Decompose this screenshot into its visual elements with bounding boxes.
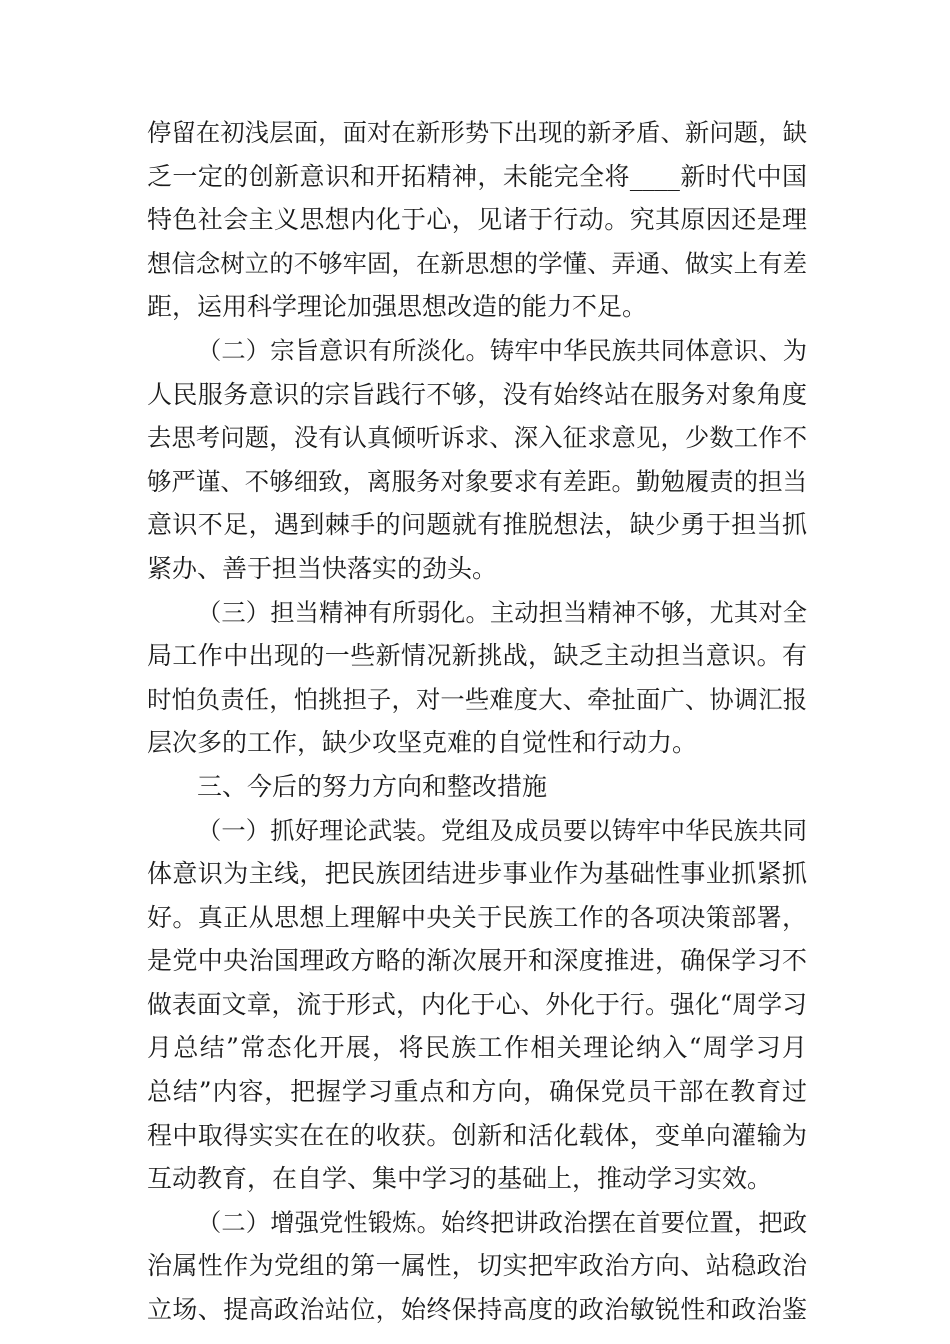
text-line: 紧办、善于担当快落实的劲头。 [147,553,498,583]
text-line: 距，运用科学理论加强思想改造的能力不足。 [147,292,648,322]
text-line: 月总结”常态化开展，将民族工作相关理论纳入“周学习月 [147,1033,807,1063]
text-line: 时怕负责任，怕挑担子，对一些难度大、牵扯面广、协调汇报 [147,684,807,714]
text-line: 想信念树立的不够牢固，在新思想的学懂、弄通、做实上有差 [147,248,807,278]
text-line: （一）抓好理论武装。党组及成员要以铸牢中华民族共同 [197,815,807,845]
text-line: 意识不足，遇到棘手的问题就有推脱想法，缺少勇于担当抓 [147,510,807,540]
text-line: 互动教育，在自学、集中学习的基础上，推动学习实效。 [147,1164,773,1194]
text-line: 立场、提高政治站位，始终保持高度的政治敏锐性和政治鉴 [147,1295,807,1325]
text-line: （二）宗旨意识有所淡化。铸牢中华民族共同体意识、为 [197,335,807,365]
text-line: 特色社会主义思想内化于心，见诸于行动。究其原因还是理 [147,205,807,235]
text-line: 是党中央治国理政方略的渐次展开和深度推进，确保学习不 [147,946,807,976]
text-line: 三、今后的努力方向和整改措施 [197,771,548,801]
text-line: 程中取得实实在在的收获。创新和活化载体，变单向灌输为 [147,1120,807,1150]
text-line: （三）担当精神有所弱化。主动担当精神不够，尤其对全 [197,597,807,627]
text-line: 好。真正从思想上理解中央关于民族工作的各项决策部署， [147,902,807,932]
text-line: 治属性作为党组的第一属性，切实把牢政治方向、站稳政治 [147,1251,807,1281]
text-line: 去思考问题，没有认真倾听诉求、深入征求意见，少数工作不 [147,423,807,453]
text-line: 停留在初浅层面，面对在新形势下出现的新矛盾、新问题，缺 [147,118,807,147]
text-line: 人民服务意识的宗旨践行不够，没有始终站在服务对象角度 [147,379,807,409]
text-line: 体意识为主线，把民族团结进步事业作为基础性事业抓紧抓 [147,859,807,889]
text-line: 层次多的工作，缺少攻坚克难的自觉性和行动力。 [147,728,698,758]
text-line: 做表面文章，流于形式，内化于心、外化于行。强化“周学习 [147,989,807,1019]
text-line: 够严谨、不够细致，离服务对象要求有差距。勤勉履责的担当 [147,466,807,496]
text-line: 总结”内容，把握学习重点和方向，确保党员干部在教育过 [147,1077,807,1107]
text-line: （二）增强党性锻炼。始终把讲政治摆在首要位置，把政 [197,1207,807,1237]
document-body [147,111,807,1332]
text-line: 乏一定的创新意识和开拓精神，未能完全将____新时代中国 [147,161,807,191]
text-line: 局工作中出现的一些新情况新挑战，缺乏主动担当意识。有 [147,641,807,671]
